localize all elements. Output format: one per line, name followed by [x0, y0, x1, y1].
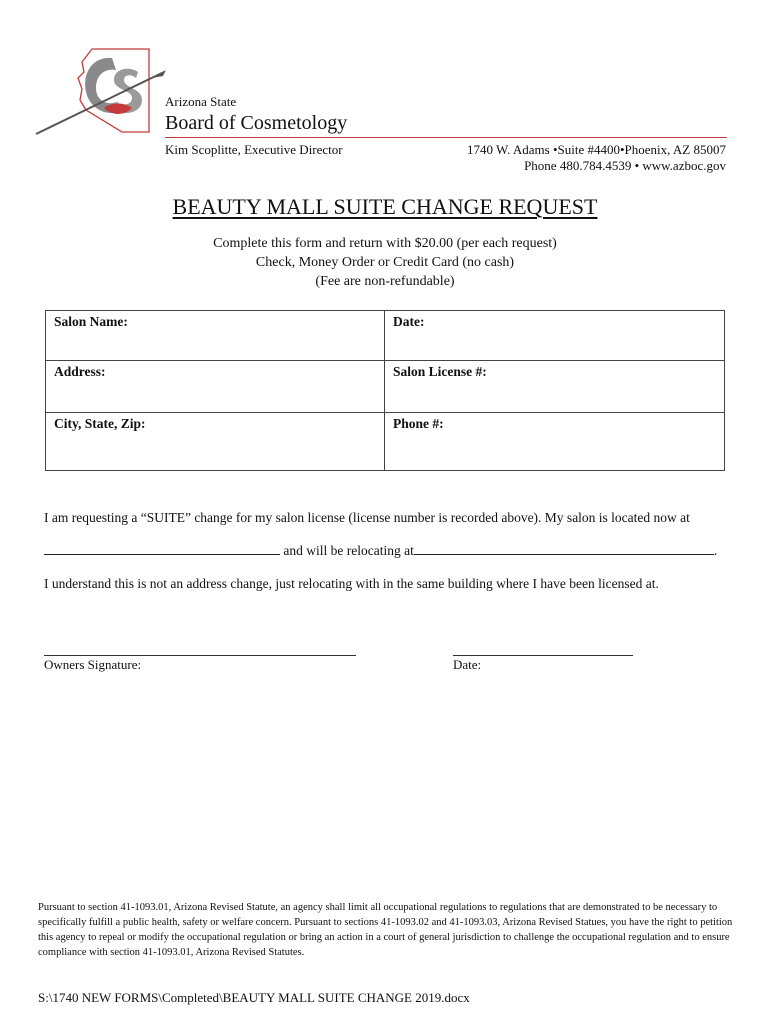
request-statement: I am requesting a “SUITE” change for my salon license (license number is recorded above). My salon is located now at [44, 510, 690, 525]
form-title: BEAUTY MALL SUITE CHANGE REQUEST [172, 194, 598, 219]
form-instructions [0, 234, 770, 291]
city-state-zip-label: City, State, Zip: [54, 416, 146, 431]
file-path-footer: S:\1740 NEW FORMS\Completed\BEAUTY MALL SUITE CHANGE 2019.docx [38, 990, 470, 1005]
owner-signature-line[interactable] [44, 655, 356, 656]
owner-signature-label: Owners Signature: [44, 657, 142, 672]
header-rule [165, 137, 727, 138]
relocating-end: . [713, 543, 718, 558]
date-label: Date: [393, 314, 425, 329]
phone-field[interactable] [385, 413, 725, 471]
date-field[interactable] [385, 311, 725, 361]
new-location-blank[interactable] [414, 542, 714, 555]
mailing-address: 1740 W. Adams •Suite #4400•Phoenix, AZ 85007 [466, 142, 726, 157]
relocation-line [44, 542, 717, 559]
legal-notice: Pursuant to section 41-1093.01, Arizona Revised Statute, an agency shall limit all occupational regulations to regulations that are demonstrated to be necessary to specifically fulfill a public health, safety or welfare concern. Pursuant to sections 41-1093.02 and 41-1093.03, Arizona Revised Statues, you have the right to petition this agency to repeal or modify the occupational regulation or bring an action in a court of general jurisdiction to challenge the occupational regulation and to ensure compliance with section 41-1093.01, Arizona Revised Statutes. [38, 902, 733, 958]
org-board-name: Board of Cosmetology [165, 112, 348, 134]
address-label: Address: [54, 364, 106, 379]
instruction-fee: Complete this form and return with $20.00 (per each request) [213, 236, 557, 251]
city-state-zip-field[interactable] [46, 413, 385, 471]
board-logo-icon [34, 44, 169, 139]
signature-date-label: Date: [453, 657, 482, 672]
relocating-text: and will be relocating at [283, 543, 414, 558]
signature-date-line[interactable] [453, 655, 633, 656]
salon-name-field[interactable] [46, 311, 385, 361]
address-field[interactable] [46, 361, 385, 413]
acknowledgement-statement: I understand this is not an address change, just relocating with in the same building where I have been licensed at. [44, 576, 659, 591]
contact-block [467, 142, 726, 174]
salon-license-field[interactable] [385, 361, 725, 413]
phone-label: Phone #: [393, 416, 444, 431]
salon-info-table [45, 310, 725, 471]
instruction-refund: (Fee are non-refundable) [315, 274, 455, 289]
executive-director: Kim Scoplitte, Executive Director [165, 142, 343, 157]
phone-web: Phone 480.784.4539 • www.azboc.gov [524, 158, 726, 173]
current-location-blank[interactable] [44, 542, 280, 555]
salon-license-label: Salon License #: [393, 364, 487, 379]
org-state: Arizona State [165, 94, 237, 109]
instruction-payment: Check, Money Order or Credit Card (no cash) [255, 255, 515, 270]
salon-name-label: Salon Name: [54, 314, 128, 329]
